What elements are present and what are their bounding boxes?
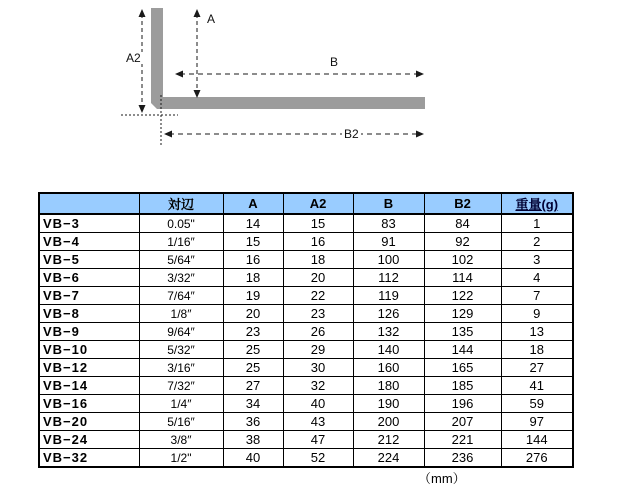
table-row [39, 305, 573, 323]
cell-a2: 20 [283, 269, 353, 287]
cell-weight: 7 [501, 287, 573, 305]
cell-b2: 129 [424, 305, 501, 323]
cell-weight: 276 [501, 449, 573, 468]
header-taihen: 対辺 [139, 193, 223, 214]
cell-b: 212 [353, 431, 424, 449]
table-row [39, 233, 573, 251]
spec-table [38, 192, 574, 468]
table-row [39, 449, 573, 468]
cell-a: 18 [223, 269, 283, 287]
cell-weight: 144 [501, 431, 573, 449]
cell-a: 15 [223, 233, 283, 251]
table-row [39, 287, 573, 305]
cell-b2: 185 [424, 377, 501, 395]
cell-a: 16 [223, 251, 283, 269]
cell-weight: 1 [501, 214, 573, 233]
b2-dimension-label: B2 [344, 127, 359, 141]
cell-weight: 41 [501, 377, 573, 395]
cell-model: VB−8 [39, 305, 139, 323]
cell-a2: 43 [283, 413, 353, 431]
cell-a2: 16 [283, 233, 353, 251]
cell-a2: 22 [283, 287, 353, 305]
cell-model: VB−24 [39, 431, 139, 449]
header-b: B [353, 193, 424, 214]
table-row [39, 413, 573, 431]
cell-b: 112 [353, 269, 424, 287]
cell-model: VB−5 [39, 251, 139, 269]
table-row [39, 431, 573, 449]
table-row [39, 359, 573, 377]
cell-weight: 18 [501, 341, 573, 359]
table-row [39, 395, 573, 413]
cell-b: 83 [353, 214, 424, 233]
cell-a: 27 [223, 377, 283, 395]
b-dimension-arrow [175, 71, 424, 78]
cell-a: 14 [223, 214, 283, 233]
cell-a: 38 [223, 431, 283, 449]
cell-a2: 30 [283, 359, 353, 377]
cell-b2: 196 [424, 395, 501, 413]
cell-taihen: 3/8″ [139, 431, 223, 449]
cell-taihen: 1/8″ [139, 305, 223, 323]
cell-b: 224 [353, 449, 424, 468]
cell-b2: 221 [424, 431, 501, 449]
cell-taihen: 5/32″ [139, 341, 223, 359]
cell-b2: 92 [424, 233, 501, 251]
cell-a2: 32 [283, 377, 353, 395]
cell-b2: 114 [424, 269, 501, 287]
cell-a2: 15 [283, 214, 353, 233]
cell-a: 20 [223, 305, 283, 323]
cell-b2: 207 [424, 413, 501, 431]
cell-b: 140 [353, 341, 424, 359]
cell-weight: 4 [501, 269, 573, 287]
cell-b: 100 [353, 251, 424, 269]
cell-a: 34 [223, 395, 283, 413]
cell-taihen: 5/16″ [139, 413, 223, 431]
cell-b2: 236 [424, 449, 501, 468]
cell-taihen: 5/64″ [139, 251, 223, 269]
cell-model: VB−14 [39, 377, 139, 395]
cell-taihen: 1/4″ [139, 395, 223, 413]
cell-taihen: 1/2" [139, 449, 223, 468]
table-row [39, 341, 573, 359]
cell-b2: 144 [424, 341, 501, 359]
cell-taihen: 0.05" [139, 214, 223, 233]
spec-table-header [39, 193, 573, 214]
cell-model: VB−9 [39, 323, 139, 341]
cell-weight: 13 [501, 323, 573, 341]
cell-a: 25 [223, 341, 283, 359]
cell-weight: 59 [501, 395, 573, 413]
cell-b2: 135 [424, 323, 501, 341]
cell-b2: 84 [424, 214, 501, 233]
cell-a2: 18 [283, 251, 353, 269]
cell-b: 119 [353, 287, 424, 305]
cell-a: 23 [223, 323, 283, 341]
cell-a2: 29 [283, 341, 353, 359]
cell-b2: 165 [424, 359, 501, 377]
header-weight[interactable] [501, 193, 573, 214]
cell-taihen: 3/16″ [139, 359, 223, 377]
cell-b: 160 [353, 359, 424, 377]
cell-a2: 47 [283, 431, 353, 449]
cell-b: 91 [353, 233, 424, 251]
header-b2: B2 [424, 193, 501, 214]
a2-dimension-label: A2 [126, 51, 141, 65]
cell-weight: 97 [501, 413, 573, 431]
unit-note: （mm） [418, 471, 466, 486]
header-a: A [223, 193, 283, 214]
cell-a2: 26 [283, 323, 353, 341]
cell-a: 40 [223, 449, 283, 468]
header-model [39, 193, 139, 214]
cell-b2: 102 [424, 251, 501, 269]
cell-a2: 52 [283, 449, 353, 468]
cell-a: 36 [223, 413, 283, 431]
cell-b2: 122 [424, 287, 501, 305]
hex-key-dimension-diagram [0, 0, 637, 190]
cell-weight: 2 [501, 233, 573, 251]
b2-dimension-arrow [164, 131, 424, 138]
cell-taihen: 3/32″ [139, 269, 223, 287]
cell-taihen: 7/64″ [139, 287, 223, 305]
table-row [39, 269, 573, 287]
cell-b: 132 [353, 323, 424, 341]
cell-a: 19 [223, 287, 283, 305]
diagram-canvas [0, 0, 637, 190]
cell-b: 180 [353, 377, 424, 395]
table-row [39, 377, 573, 395]
cell-model: VB−16 [39, 395, 139, 413]
cell-weight: 27 [501, 359, 573, 377]
cell-taihen: 7/32″ [139, 377, 223, 395]
a-dimension-arrow [194, 9, 201, 98]
table-row [39, 323, 573, 341]
cell-taihen: 9/64″ [139, 323, 223, 341]
cell-b: 200 [353, 413, 424, 431]
cell-model: VB−4 [39, 233, 139, 251]
cell-model: VB−6 [39, 269, 139, 287]
weight-header-link[interactable]: 重量(g) [515, 197, 559, 212]
header-a2: A2 [283, 193, 353, 214]
cell-model: VB−12 [39, 359, 139, 377]
cell-model: VB−3 [39, 214, 139, 233]
b-dimension-label: B [330, 55, 339, 69]
cell-weight: 9 [501, 305, 573, 323]
cell-model: VB−20 [39, 413, 139, 431]
cell-a2: 23 [283, 305, 353, 323]
cell-b: 190 [353, 395, 424, 413]
cell-a2: 40 [283, 395, 353, 413]
cell-weight: 3 [501, 251, 573, 269]
cell-model: VB−7 [39, 287, 139, 305]
cell-model: VB−32 [39, 449, 139, 468]
cell-taihen: 1/16″ [139, 233, 223, 251]
a-dimension-label: A [207, 12, 216, 26]
cell-a: 25 [223, 359, 283, 377]
cell-model: VB−10 [39, 341, 139, 359]
table-row [39, 214, 573, 233]
cell-b: 126 [353, 305, 424, 323]
table-body [39, 214, 573, 467]
table-row [39, 251, 573, 269]
